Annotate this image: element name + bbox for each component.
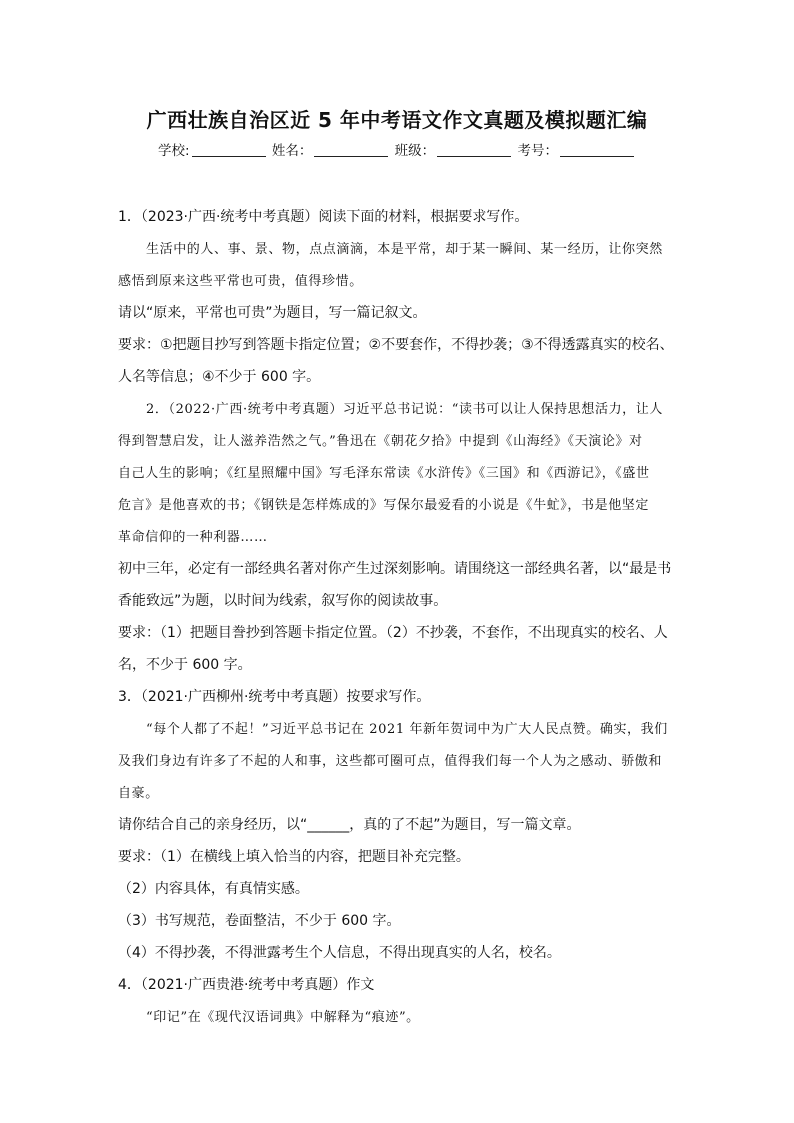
question-3-requirements: 要求：（1）在横线上填入恰当的内容，把题目补充完整。 (118, 849, 470, 865)
question-3-requirements: （3）书写规范，卷面整洁，不少于 600 字。 (118, 913, 401, 929)
question-2-heading: 2．（2022·广西·统考中考真题）习近平总书记说：“读书可以让人保持思想活力，让人 (146, 402, 663, 417)
question-2-material: 自己人生的影响；《红星照耀中国》写毛泽东常读《水浒传》《三国》和《西游记》，《盛世 (118, 466, 650, 481)
number-blank[interactable] (560, 142, 634, 157)
class-label: 班级： (394, 143, 436, 159)
question-1-requirements: 人名等信息；④不少于 600 字。 (118, 369, 321, 385)
name-label: 姓名： (271, 143, 313, 159)
question-2-requirements: 名，不少于 600 字。 (118, 657, 252, 673)
question-3-material: “每个人都了不起！”习近平总书记在 2021 年新年贺词中为广大人民点赞。确实，我们 (146, 722, 668, 737)
school-blank[interactable] (192, 142, 266, 157)
document-title: 广西壮族自治区近 5 年中考语文作文真题及模拟题汇编 (146, 108, 648, 132)
question-2-material: 危言》是他喜欢的书；《钢铁是怎样炼成的》写保尔最爱看的小说是《牛虻》，书是他坚定 (118, 498, 650, 513)
question-2-prompt: 初中三年，必定有一部经典名著对你产生过深刻影响。请围绕这一部经典名著，以“最是书 (118, 561, 672, 577)
question-3-material: 及我们身边有许多了不起的人和事，这些都可圈可点，值得我们每一个人为之感动、骄傲和 (118, 754, 663, 769)
question-1-requirements: 要求：①把题目抄写到答题卡指定位置；②不要套作，不得抄袭；③不得透露真实的校名、 (118, 337, 674, 353)
question-2-material: 革命信仰的一种利器…… (118, 530, 268, 545)
question-2-prompt: 香能致远”为题，以时间为线索，叙写你的阅读故事。 (118, 593, 448, 609)
question-1-material: 生活中的人、事、景、物，点点滴滴，本是平常，却于某一瞬间、某一经历，让你突然 (146, 242, 663, 257)
question-2-material: 得到智慧启发，让人滋养浩然之气。”鲁迅在《朝花夕拾》中提到《山海经》《天演论》对 (118, 434, 643, 449)
question-1-material: 感悟到原来这些平常也可贵，值得珍惜。 (118, 274, 363, 289)
class-blank[interactable] (437, 142, 511, 157)
question-1-prompt: 请以“原来，平常也可贵”为题目，写一篇记叙文。 (118, 305, 427, 321)
student-info-row (0, 139, 794, 159)
question-3-prompt: 请你结合自己的亲身经历，以“______，真的了不起”为题目，写一篇文章。 (118, 817, 581, 833)
school-label: 学校: (158, 143, 190, 159)
question-3-heading: 3．（2021·广西柳州·统考中考真题）按要求写作。 (118, 689, 431, 705)
question-3-material: 自豪。 (118, 786, 159, 801)
number-label: 考号： (517, 143, 558, 159)
question-3-requirements: （4）不得抄袭，不得泄露考生个人信息，不得出现真实的人名，校名。 (118, 945, 561, 961)
question-2-requirements: 要求：（1）把题目誊抄到答题卡指定位置。（2）不抄袭，不套作，不出现真实的校名、人 (118, 625, 668, 641)
question-3-requirements: （2）内容具体，有真情实感。 (118, 881, 309, 897)
question-1-heading: 1．（2023·广西·统考中考真题）阅读下面的材料，根据要求写作。 (118, 209, 529, 225)
question-4-material: “印记”在《现代汉语词典》中解释为“痕迹”。 (146, 1010, 420, 1025)
question-4-heading: 4．（2021·广西贵港·统考中考真题）作文 (118, 977, 375, 993)
name-blank[interactable] (314, 142, 388, 157)
